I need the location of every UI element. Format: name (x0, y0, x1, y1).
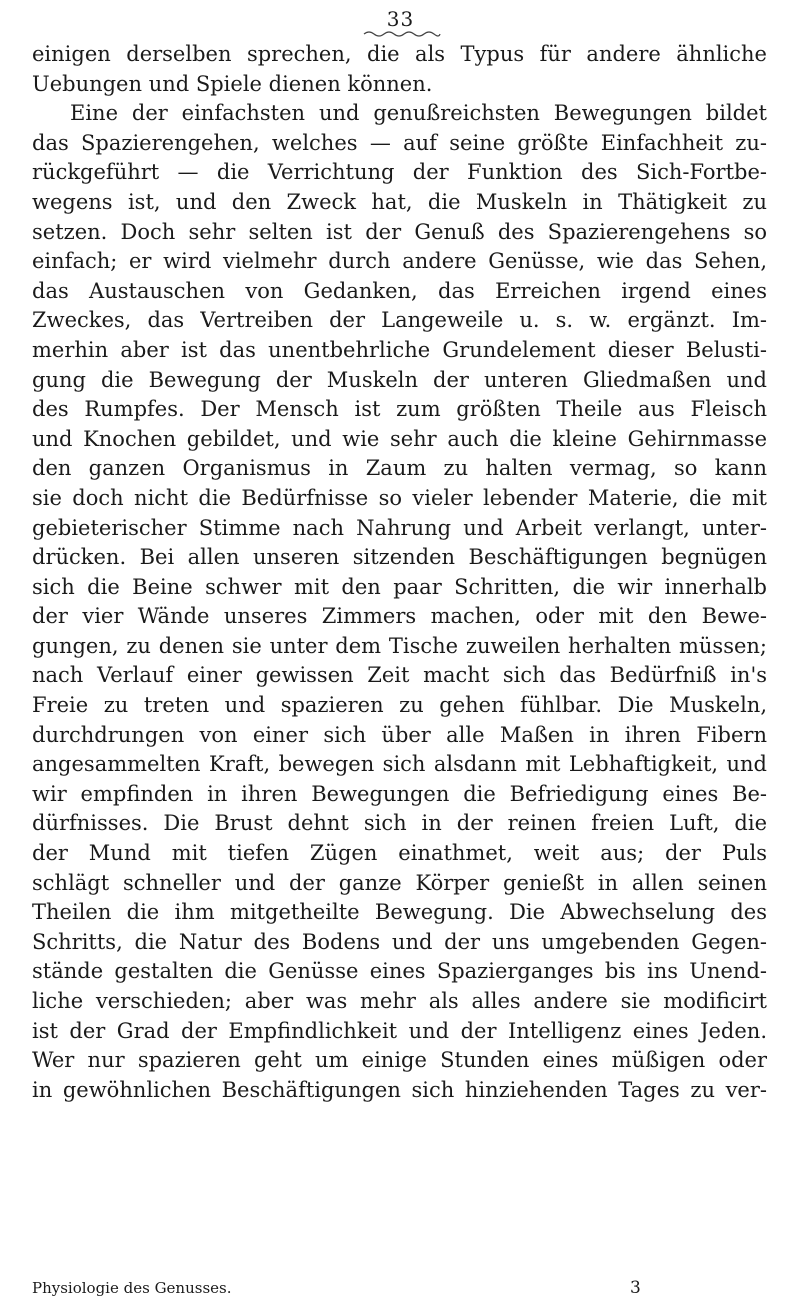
text-line: und Knochen gebildet, und wie sehr auch die kleine Gehirnmasse (32, 426, 767, 451)
wavy-rule-ornament (362, 30, 442, 38)
running-title: Physiologie des Genusses. (32, 1279, 232, 1297)
page-number: 33 (386, 7, 415, 31)
text-line: gung die Bewegung der Muskeln der unteren Gliedmaßen und (32, 367, 767, 392)
text-line: drücken. Bei allen unseren sitzenden Beschäftigungen begnügen (32, 545, 767, 570)
text-line: schlägt schneller und der ganze Körper genießt in allen seinen (32, 870, 767, 895)
text-line: rückgeführt — die Verrichtung der Funktion des Sich-Fortbe- (32, 160, 767, 185)
text-line: Theilen die ihm mitgetheilte Bewegung. Die Abwechselung des (32, 900, 767, 925)
text-line: gebieterischer Stimme nach Nahrung und Arbeit verlangt, unter- (32, 515, 767, 540)
signature-mark: 3 (630, 1278, 641, 1298)
text-line: nach Verlauf einer gewissen Zeit macht sich das Bedürfniß in's (32, 663, 767, 688)
text-line: einfach; er wird vielmehr durch andere Genüsse, wie das Sehen, (32, 249, 767, 274)
text-line: in gewöhnlichen Beschäftigungen sich hinziehenden Tages zu ver- (32, 1077, 767, 1102)
text-line: Eine der einfachsten und genußreichsten Bewegungen bildet (70, 101, 767, 126)
text-line: Schritts, die Natur des Bodens und der uns umgebenden Gegen- (32, 929, 767, 954)
text-line: Wer nur spazieren geht um einige Stunden eines müßigen oder (32, 1048, 767, 1073)
text-line: stände gestalten die Genüsse eines Spazierganges bis ins Unend- (32, 959, 767, 984)
text-line: setzen. Doch sehr selten ist der Genuß des Spazierengehens so (32, 219, 767, 244)
text-line: einigen derselben sprechen, die als Typus für andere ähnliche (32, 42, 767, 66)
text-line: Zweckes, das Vertreiben der Langeweile u. s. w. ergänzt. Im- (32, 308, 767, 333)
text-line: das Austauschen von Gedanken, das Erreichen irgend eines (32, 278, 767, 303)
text-line: wegens ist, und den Zweck hat, die Muskeln in Thätigkeit zu (32, 189, 767, 214)
text-line: sie doch nicht die Bedürfnisse so vieler lebender Materie, die mit (32, 485, 767, 510)
text-line: angesammelten Kraft, bewegen sich alsdann mit Lebhaftigkeit, und (32, 752, 767, 777)
text-line: ist der Grad der Empfindlichkeit und der Intelligenz eines Jeden. (32, 1018, 767, 1043)
text-line: gungen, zu denen sie unter dem Tische zuweilen herhalten müssen; (32, 633, 767, 658)
text-line: Freie zu treten und spazieren zu gehen fühlbar. Die Muskeln, (32, 693, 767, 718)
text-line: den ganzen Organismus in Zaum zu halten vermag, so kann (32, 456, 767, 481)
body-text (32, 40, 767, 1105)
text-line: das Spazierengehen, welches — auf seine größte Einfachheit zu- (32, 130, 767, 155)
text-line: liche verschieden; aber was mehr als alles andere sie modificirt (32, 989, 767, 1013)
text-line: dürfnisses. Die Brust dehnt sich in der reinen freien Luft, die (32, 811, 767, 836)
text-line: der Mund mit tiefen Zügen einathmet, weit aus; der Puls (32, 841, 767, 866)
text-line: des Rumpfes. Der Mensch ist zum größten Theile aus Fleisch (32, 397, 767, 422)
text-line: der vier Wände unseres Zimmers machen, oder mit den Bewe- (32, 604, 767, 629)
text-line: sich die Beine schwer mit den paar Schritten, die wir innerhalb (32, 574, 767, 599)
text-line: wir empfinden in ihren Bewegungen die Befriedigung eines Be- (32, 781, 767, 806)
text-line: merhin aber ist das unentbehrliche Grundelement dieser Belusti- (32, 337, 767, 362)
text-line: Uebungen und Spiele dienen können. (32, 71, 433, 96)
page-footer (32, 1278, 767, 1302)
text-line: durchdrungen von einer sich über alle Maßen in ihren Fibern (32, 722, 767, 747)
